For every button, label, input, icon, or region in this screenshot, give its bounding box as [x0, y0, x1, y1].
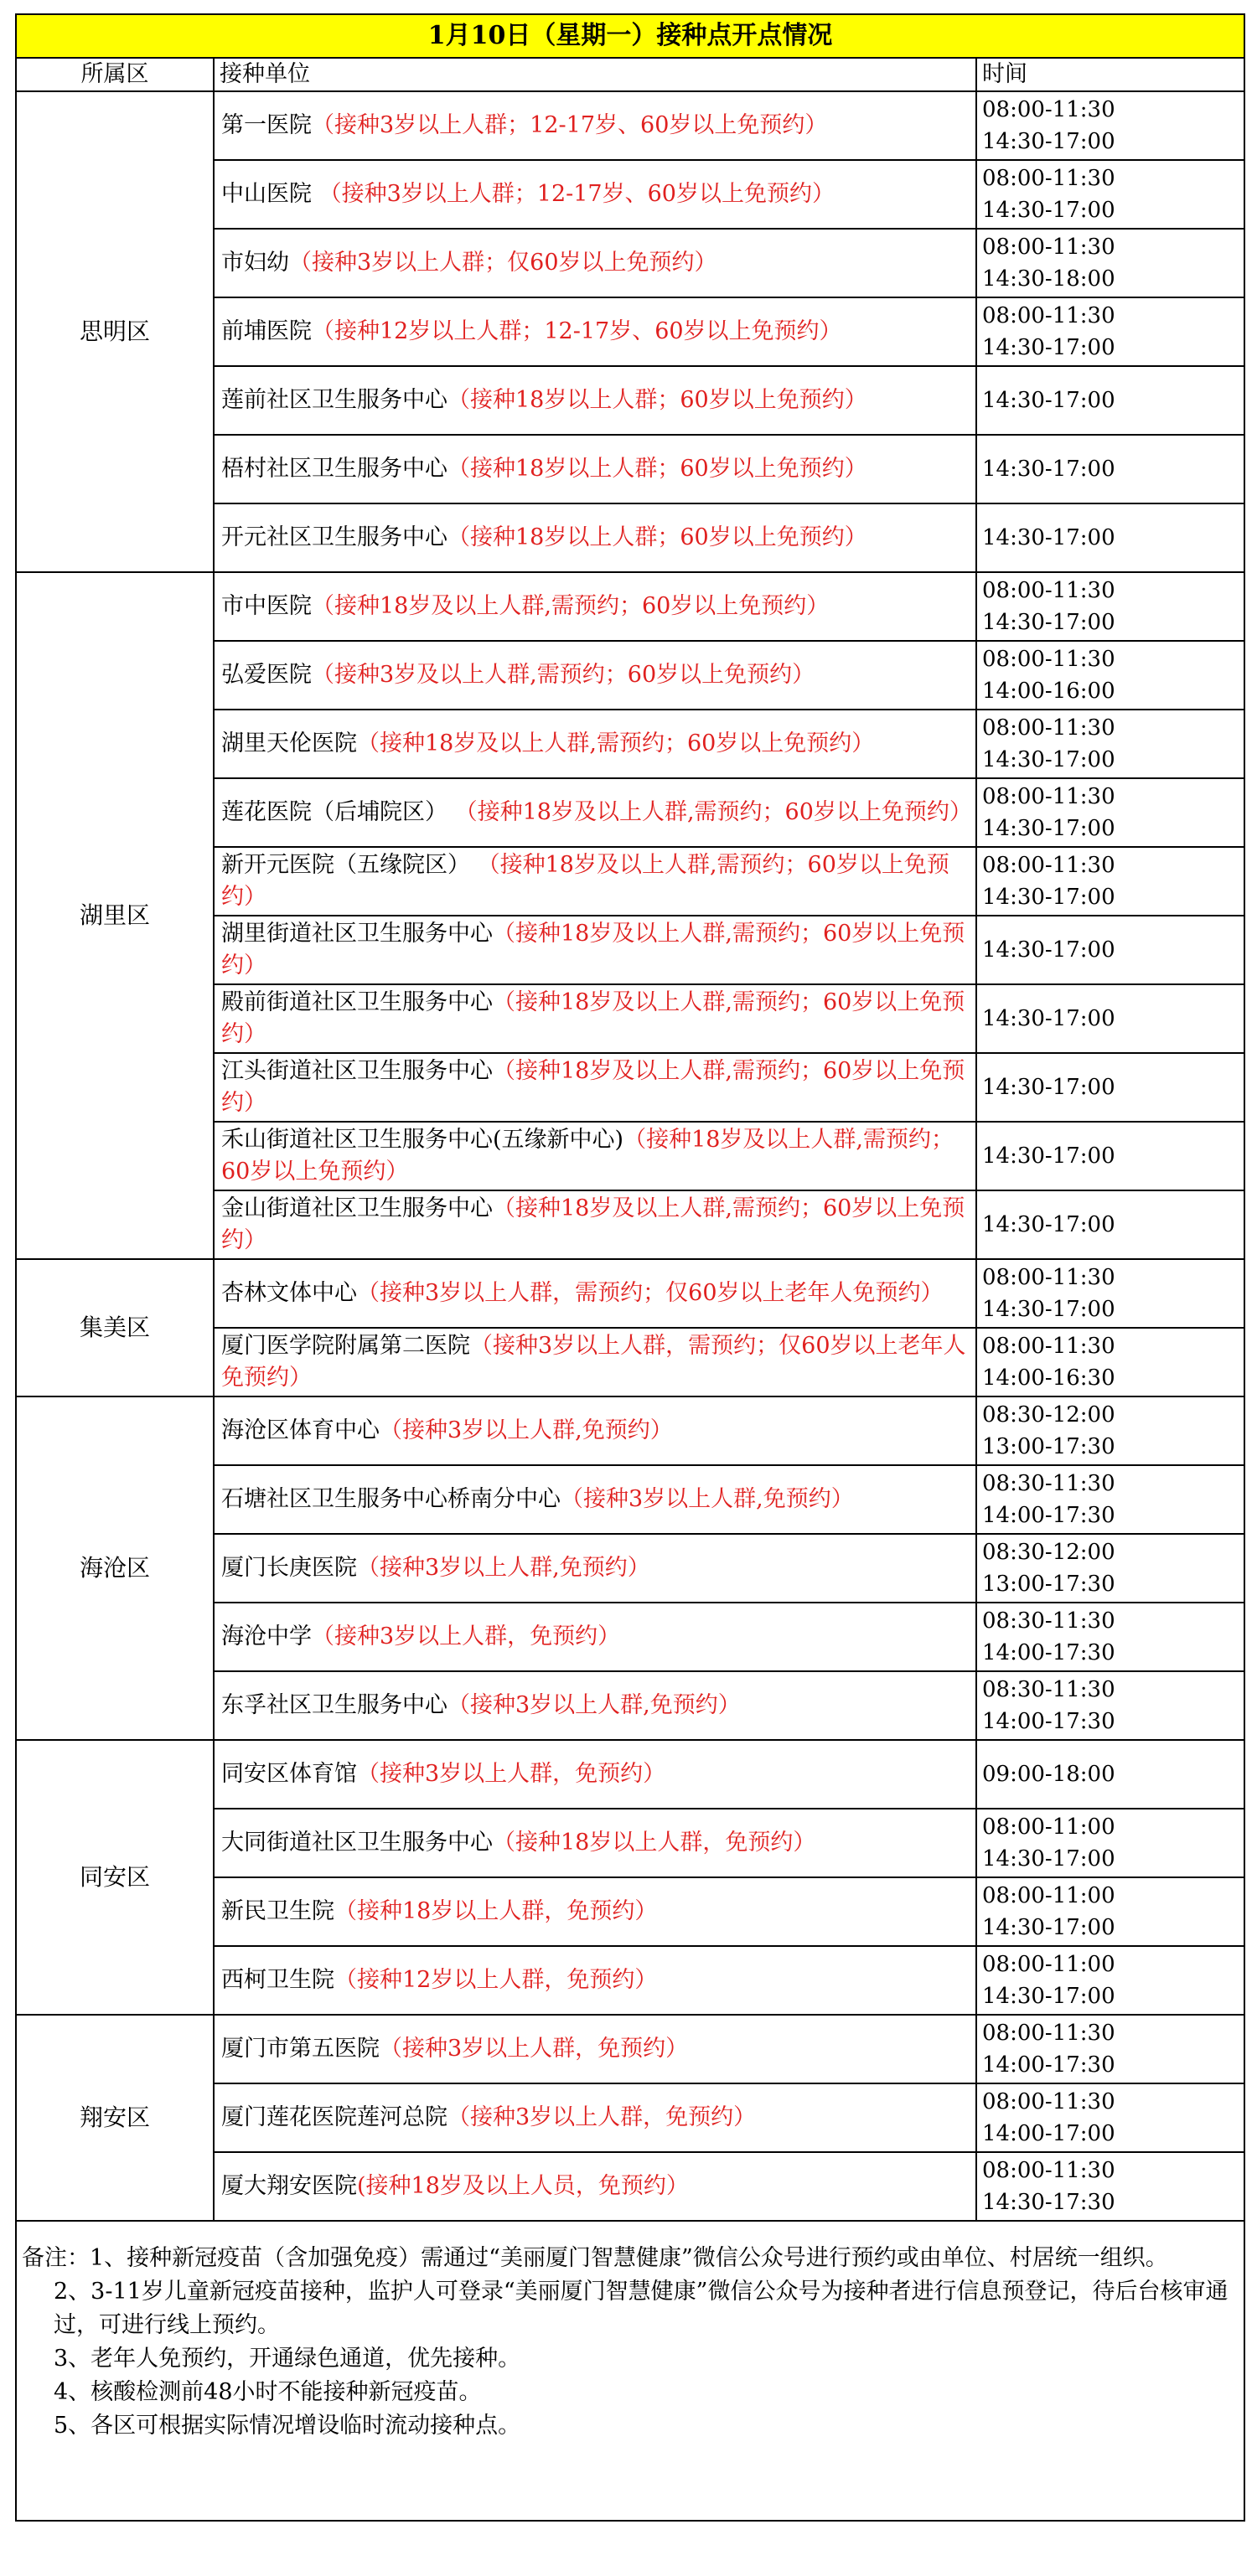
remark-line: 备注：1、接种新冠疫苗（含加强免疫）需通过“美丽厦门智慧健康”微信公众号进行预约或由单位、村居统一组织。	[22, 2245, 1168, 2271]
site-name: 厦门市第五医院	[221, 2036, 380, 2062]
site-name: 大同街道社区卫生服务中心	[221, 1830, 493, 1856]
site-name: 莲花医院（后埔院区）	[221, 799, 447, 825]
site-cell	[214, 91, 976, 160]
remark-line: 3、老年人免预约，开通绿色通道，优先接种。	[54, 2346, 521, 2372]
site-cell	[214, 229, 976, 297]
site-name: 梧村社区卫生服务中心	[221, 456, 447, 482]
site-eligibility-note: （接种18岁以上人群，免预约）	[334, 1898, 658, 1924]
vaccination-sites-table	[15, 13, 1245, 2522]
site-hours: 08:00-11:30 14:00-17:00	[976, 2083, 1244, 2152]
district-name: 翔安区	[16, 2015, 214, 2221]
district-name: 同安区	[16, 1740, 214, 2015]
site-hours: 08:00-11:30 14:30-17:00	[976, 847, 1244, 916]
site-hours: 14:30-17:00	[976, 916, 1244, 984]
site-eligibility-note: （接种12岁以上人群；12-17岁、60岁以上免预约）	[312, 318, 842, 344]
remarks	[16, 2221, 1244, 2521]
site-eligibility-note: （接种18岁及以上人群,需预约；60岁以上免预约）	[221, 1127, 954, 1185]
site-cell	[214, 1328, 976, 1396]
site-cell	[214, 1740, 976, 1809]
header-district: 所属区	[16, 58, 214, 91]
site-cell	[214, 2152, 976, 2221]
site-name: 市妇幼	[221, 250, 289, 276]
site-eligibility-note: （接种3岁以上人群,免预约）	[357, 1555, 650, 1581]
site-name: 新开元医院（五缘院区）	[221, 852, 470, 878]
site-hours: 08:30-12:00 13:00-17:30	[976, 1396, 1244, 1465]
site-eligibility-note: （接种18岁及以上人群,需预约；60岁以上免预约）	[221, 989, 965, 1047]
site-name: 金山街道社区卫生服务中心	[221, 1195, 493, 1221]
site-cell	[214, 1396, 976, 1465]
site-name: 海沧中学	[221, 1624, 312, 1649]
site-name: 厦门长庚医院	[221, 1555, 357, 1581]
site-name: 中山医院	[221, 181, 312, 207]
site-cell	[214, 2083, 976, 2152]
site-eligibility-note: （接种18岁及以上人群,需预约；60岁以上免预约）	[447, 799, 972, 825]
site-eligibility-note: （接种18岁以上人群；60岁以上免预约）	[447, 456, 867, 482]
site-hours: 08:00-11:30 14:30-17:30	[976, 2152, 1244, 2221]
site-cell	[214, 503, 976, 572]
site-cell	[214, 1946, 976, 2015]
header-time: 时间	[976, 58, 1244, 91]
site-name: 开元社区卫生服务中心	[221, 524, 447, 550]
district-name: 湖里区	[16, 572, 214, 1259]
site-cell	[214, 1465, 976, 1534]
site-name: 湖里天伦医院	[221, 730, 357, 756]
site-name: 海沧区体育中心	[221, 1417, 380, 1443]
site-eligibility-note: （接种3岁以上人群；12-17岁、60岁以上免预约）	[312, 112, 828, 138]
site-hours: 08:00-11:30 14:30-18:00	[976, 229, 1244, 297]
site-cell	[214, 2015, 976, 2083]
site-eligibility-note: （接种3岁以上人群，免预约）	[357, 1761, 666, 1787]
site-eligibility-note: （接种3岁以上人群；仅60岁以上免预约）	[289, 250, 717, 276]
site-name: 莲前社区卫生服务中心	[221, 387, 447, 413]
site-cell	[214, 1190, 976, 1259]
site-name: 江头街道社区卫生服务中心	[221, 1058, 493, 1084]
site-cell	[214, 366, 976, 435]
site-eligibility-note: （接种18岁以上人群；60岁以上免预约）	[447, 524, 867, 550]
site-cell	[214, 160, 976, 229]
site-name: 厦门莲花医院莲河总院	[221, 2104, 447, 2130]
site-name: 新民卫生院	[221, 1898, 334, 1924]
table-row	[16, 1259, 1244, 1328]
site-cell	[214, 572, 976, 641]
site-cell	[214, 1671, 976, 1740]
site-cell	[214, 1809, 976, 1877]
site-hours: 08:00-11:30 14:30-17:00	[976, 710, 1244, 778]
site-name: 前埔医院	[221, 318, 312, 344]
site-eligibility-note: （接种3岁以上人群，需预约；仅60岁以上老年人免预约）	[357, 1280, 944, 1306]
site-hours: 08:00-11:30 14:00-16:00	[976, 641, 1244, 710]
site-hours: 08:00-11:30 14:30-17:00	[976, 1259, 1244, 1328]
site-name: 厦门医学院附属第二医院	[221, 1333, 470, 1359]
district-name: 海沧区	[16, 1396, 214, 1740]
site-eligibility-note: （接种3岁以上人群,免预约）	[561, 1486, 854, 1512]
remark-line: 2、3-11岁儿童新冠疫苗接种，监护人可登录“美丽厦门智慧健康”微信公众号为接种者进行信息预登记，待后台核审通过，可进行线上预约。	[54, 2279, 1229, 2338]
site-hours: 08:00-11:30 14:30-17:00	[976, 297, 1244, 366]
site-cell	[214, 847, 976, 916]
site-hours: 08:00-11:30 14:30-17:00	[976, 160, 1244, 229]
site-eligibility-note: （接种3岁以上人群；12-17岁、60岁以上免预约）	[312, 181, 835, 207]
site-hours: 14:30-17:00	[976, 435, 1244, 503]
site-hours: 14:30-17:00	[976, 1122, 1244, 1190]
site-hours: 08:30-11:30 14:00-17:30	[976, 1603, 1244, 1671]
district-name: 思明区	[16, 91, 214, 572]
table-row	[16, 572, 1244, 641]
site-cell	[214, 778, 976, 847]
site-eligibility-note: （接种3岁及以上人群,需预约；60岁以上免预约）	[312, 662, 815, 688]
table-row	[16, 91, 1244, 160]
site-cell	[214, 1122, 976, 1190]
site-hours: 14:30-17:00	[976, 366, 1244, 435]
site-hours: 08:30-11:30 14:00-17:30	[976, 1465, 1244, 1534]
site-hours: 09:00-18:00	[976, 1740, 1244, 1809]
site-name: 杏林文体中心	[221, 1280, 357, 1306]
site-eligibility-note: （接种18岁及以上人群,需预约；60岁以上免预约）	[221, 852, 949, 910]
site-hours: 08:30-12:00 13:00-17:30	[976, 1534, 1244, 1603]
site-hours: 14:30-17:00	[976, 503, 1244, 572]
site-hours: 08:00-11:00 14:30-17:00	[976, 1809, 1244, 1877]
site-hours: 14:30-17:00	[976, 984, 1244, 1053]
page-title: 1月10日（星期一）接种点开点情况	[16, 14, 1244, 58]
table-row	[16, 2015, 1244, 2083]
site-cell	[214, 297, 976, 366]
site-eligibility-note: （接种18岁及以上人群,需预约；60岁以上免预约）	[221, 921, 965, 978]
site-hours: 08:00-11:30 14:00-16:30	[976, 1328, 1244, 1396]
site-eligibility-note: （接种18岁及以上人群,需预约；60岁以上免预约）	[357, 730, 875, 756]
site-hours: 08:00-11:30 14:30-17:00	[976, 778, 1244, 847]
site-name: 禾山街道社区卫生服务中心(五缘新中心)	[221, 1127, 624, 1153]
site-eligibility-note: （接种12岁以上人群，免预约）	[334, 1967, 658, 1993]
header-row	[16, 58, 1244, 91]
site-eligibility-note: （接种3岁以上人群，免预约）	[447, 2104, 757, 2130]
table-body	[16, 14, 1244, 2521]
table-row	[16, 1740, 1244, 1809]
site-cell	[214, 1603, 976, 1671]
site-eligibility-note: (接种18岁及以上人员，免预约）	[357, 2173, 689, 2199]
site-name: 同安区体育馆	[221, 1761, 357, 1787]
site-hours: 08:00-11:00 14:30-17:00	[976, 1946, 1244, 2015]
remark-line: 4、核酸检测前48小时不能接种新冠疫苗。	[54, 2379, 482, 2405]
site-eligibility-note: （接种3岁以上人群，需预约；仅60岁以上老年人免预约）	[221, 1333, 966, 1391]
site-eligibility-note: （接种3岁以上人群,免预约）	[380, 1417, 673, 1443]
site-hours: 08:30-11:30 14:00-17:30	[976, 1671, 1244, 1740]
site-hours: 08:00-11:30 14:30-17:00	[976, 572, 1244, 641]
title-row	[16, 14, 1244, 58]
site-cell	[214, 984, 976, 1053]
site-name: 西柯卫生院	[221, 1967, 334, 1993]
site-name: 东孚社区卫生服务中心	[221, 1692, 447, 1718]
site-hours: 08:00-11:30 14:00-17:30	[976, 2015, 1244, 2083]
site-cell	[214, 1877, 976, 1946]
site-name: 殿前街道社区卫生服务中心	[221, 989, 493, 1015]
site-cell	[214, 435, 976, 503]
site-eligibility-note: （接种18岁及以上人群,需预约；60岁以上免预约）	[312, 593, 830, 619]
district-name: 集美区	[16, 1259, 214, 1396]
site-eligibility-note: （接种18岁以上人群；60岁以上免预约）	[447, 387, 867, 413]
site-eligibility-note: （接种3岁以上人群,免预约）	[447, 1692, 741, 1718]
site-cell	[214, 916, 976, 984]
site-hours: 08:00-11:00 14:30-17:00	[976, 1877, 1244, 1946]
remark-line: 5、各区可根据实际情况增设临时流动接种点。	[54, 2413, 521, 2439]
site-eligibility-note: （接种18岁以上人群，免预约）	[493, 1830, 816, 1856]
site-name: 市中医院	[221, 593, 312, 619]
site-cell	[214, 1053, 976, 1122]
site-hours: 14:30-17:00	[976, 1190, 1244, 1259]
site-name: 湖里街道社区卫生服务中心	[221, 921, 493, 947]
site-cell	[214, 1534, 976, 1603]
site-hours: 14:30-17:00	[976, 1053, 1244, 1122]
site-eligibility-note: （接种3岁以上人群，免预约）	[312, 1624, 621, 1649]
site-eligibility-note: （接种3岁以上人群，免预约）	[380, 2036, 689, 2062]
site-name: 石塘社区卫生服务中心桥南分中心	[221, 1486, 561, 1512]
header-unit: 接种单位	[214, 58, 976, 91]
site-cell	[214, 710, 976, 778]
remarks-row	[16, 2221, 1244, 2521]
site-cell	[214, 641, 976, 710]
site-name: 弘爱医院	[221, 662, 312, 688]
site-eligibility-note: （接种18岁及以上人群,需预约；60岁以上免预约）	[221, 1058, 965, 1116]
table-row	[16, 1396, 1244, 1465]
site-name: 厦大翔安医院	[221, 2173, 357, 2199]
site-hours: 08:00-11:30 14:30-17:00	[976, 91, 1244, 160]
site-cell	[214, 1259, 976, 1328]
site-eligibility-note: （接种18岁及以上人群,需预约；60岁以上免预约）	[221, 1195, 965, 1253]
site-name: 第一医院	[221, 112, 312, 138]
